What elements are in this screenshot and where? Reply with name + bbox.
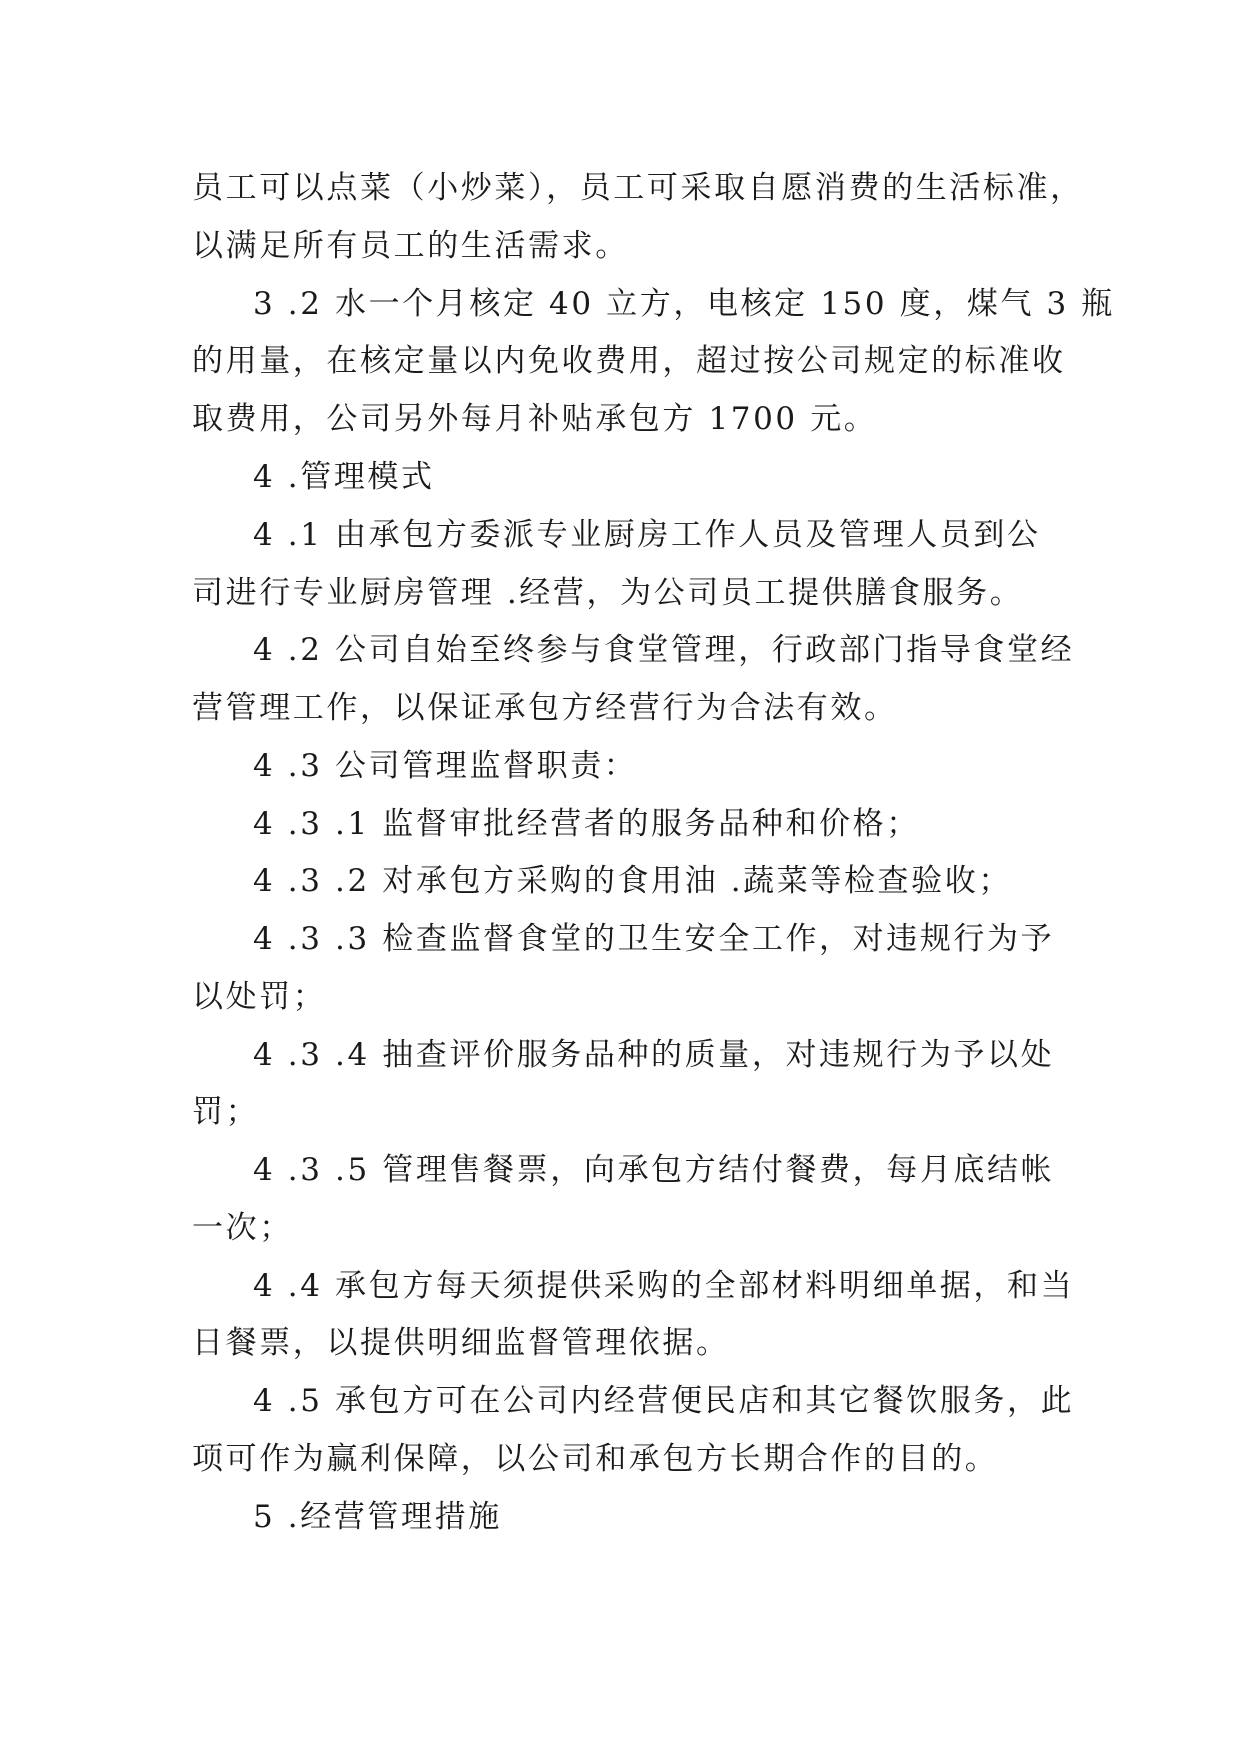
- text-line: 4 .3 .1 监督审批经营者的服务品种和价格；: [253, 806, 920, 842]
- text-line: 取费用，公司另外每月补贴承包方 1700 元。: [192, 401, 878, 437]
- text-line: 的用量，在核定量以内免收费用，超过按公司规定的标准收: [192, 343, 1066, 379]
- text-line: 4 .1 由承包方委派专业厨房工作人员及管理人员到公: [253, 517, 1041, 553]
- text-line: 一次；: [192, 1210, 293, 1246]
- text-line: 员工可以点菜（小炒菜），员工可采取自愿消费的生活标准，: [192, 170, 1084, 206]
- text-line: 4 .3 .5 管理售餐票，向承包方结付餐费，每月底结帐: [253, 1152, 1055, 1188]
- text-line: 4 .3 .3 检查监督食堂的卫生安全工作，对违规行为予: [253, 921, 1055, 957]
- text-line: 日餐票，以提供明细监督管理依据。: [192, 1325, 730, 1361]
- section-heading: 4 .管理模式: [253, 459, 435, 495]
- text-line: 营管理工作，以保证承包方经营行为合法有效。: [192, 690, 898, 726]
- text-line: 4 .4 承包方每天须提供采购的全部材料明细单据，和当: [253, 1268, 1075, 1304]
- text-line: 4 .2 公司自始至终参与食堂管理，行政部门指导食堂经: [253, 632, 1075, 668]
- text-line: 4 .3 .4 抽查评价服务品种的质量，对违规行为予以处: [253, 1037, 1055, 1073]
- text-line: 司进行专业厨房管理 .经营，为公司员工提供膳食服务。: [192, 575, 1024, 611]
- text-line: 4 .3 .2 对承包方采购的食用油 .蔬菜等检查验收；: [253, 863, 1012, 899]
- text-line: 4 .5 承包方可在公司内经营便民店和其它餐饮服务，此: [253, 1383, 1075, 1419]
- text-line: 项可作为赢利保障，以公司和承包方长期合作的目的。: [192, 1441, 999, 1477]
- text-line: 以处罚；: [192, 979, 327, 1015]
- text-line: 4 .3 公司管理监督职责：: [253, 748, 638, 784]
- section-heading: 5 .经营管理措施: [253, 1499, 502, 1535]
- text-line: 罚；: [192, 1094, 260, 1130]
- text-line: 3 .2 水一个月核定 40 立方，电核定 150 度，煤气 3 瓶: [253, 286, 1115, 322]
- text-line: 以满足所有员工的生活需求。: [192, 228, 629, 264]
